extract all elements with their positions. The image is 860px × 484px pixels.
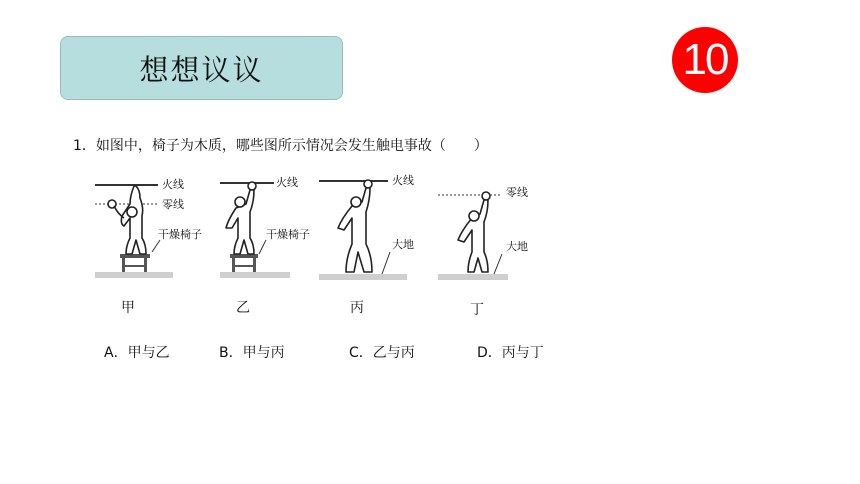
person-figure bbox=[338, 180, 372, 272]
label-dry-chair: 干燥椅子 bbox=[158, 228, 202, 241]
label-neutral-wire: 零线 bbox=[162, 198, 184, 211]
ground bbox=[95, 272, 173, 278]
caption-bing: 丙 bbox=[350, 300, 364, 316]
page-number-badge: 10 bbox=[672, 27, 738, 93]
person-figure bbox=[108, 186, 146, 254]
caption-ding: 丁 bbox=[470, 302, 484, 318]
person-figure bbox=[226, 182, 256, 254]
pointer-line bbox=[259, 240, 266, 254]
label-dry-chair: 干燥椅子 bbox=[266, 228, 310, 241]
question-text: 1．如图中，椅子为木质，哪些图所示情况会发生触电事故（ ） bbox=[73, 138, 488, 154]
figure-bing bbox=[316, 168, 436, 286]
label-earth: 大地 bbox=[506, 240, 528, 253]
page-title: 想想议议 bbox=[139, 52, 264, 87]
stool bbox=[230, 254, 258, 272]
ground bbox=[319, 274, 407, 280]
option-c[interactable]: C．乙与丙 bbox=[349, 345, 415, 361]
caption-yi: 乙 bbox=[236, 300, 250, 316]
figure-ding bbox=[436, 168, 546, 286]
person-figure bbox=[458, 192, 490, 272]
pointer-line bbox=[494, 254, 502, 274]
pointer-line bbox=[382, 252, 390, 274]
title-box bbox=[60, 36, 343, 100]
stool bbox=[120, 254, 150, 272]
label-fire-wire: 火线 bbox=[276, 176, 298, 189]
label-fire-wire: 火线 bbox=[392, 174, 414, 187]
figure-jia bbox=[92, 168, 212, 286]
option-b[interactable]: B．甲与丙 bbox=[219, 345, 285, 361]
label-neutral-wire: 零线 bbox=[506, 186, 528, 199]
ground bbox=[438, 274, 508, 280]
pointer-line bbox=[152, 240, 160, 252]
label-fire-wire: 火线 bbox=[162, 178, 184, 191]
ground bbox=[220, 272, 290, 278]
figure-yi bbox=[204, 168, 324, 286]
label-earth: 大地 bbox=[392, 238, 414, 251]
caption-jia: 甲 bbox=[121, 300, 135, 316]
option-d[interactable]: D．丙与丁 bbox=[477, 345, 544, 361]
option-a[interactable]: A．甲与乙 bbox=[104, 345, 170, 361]
